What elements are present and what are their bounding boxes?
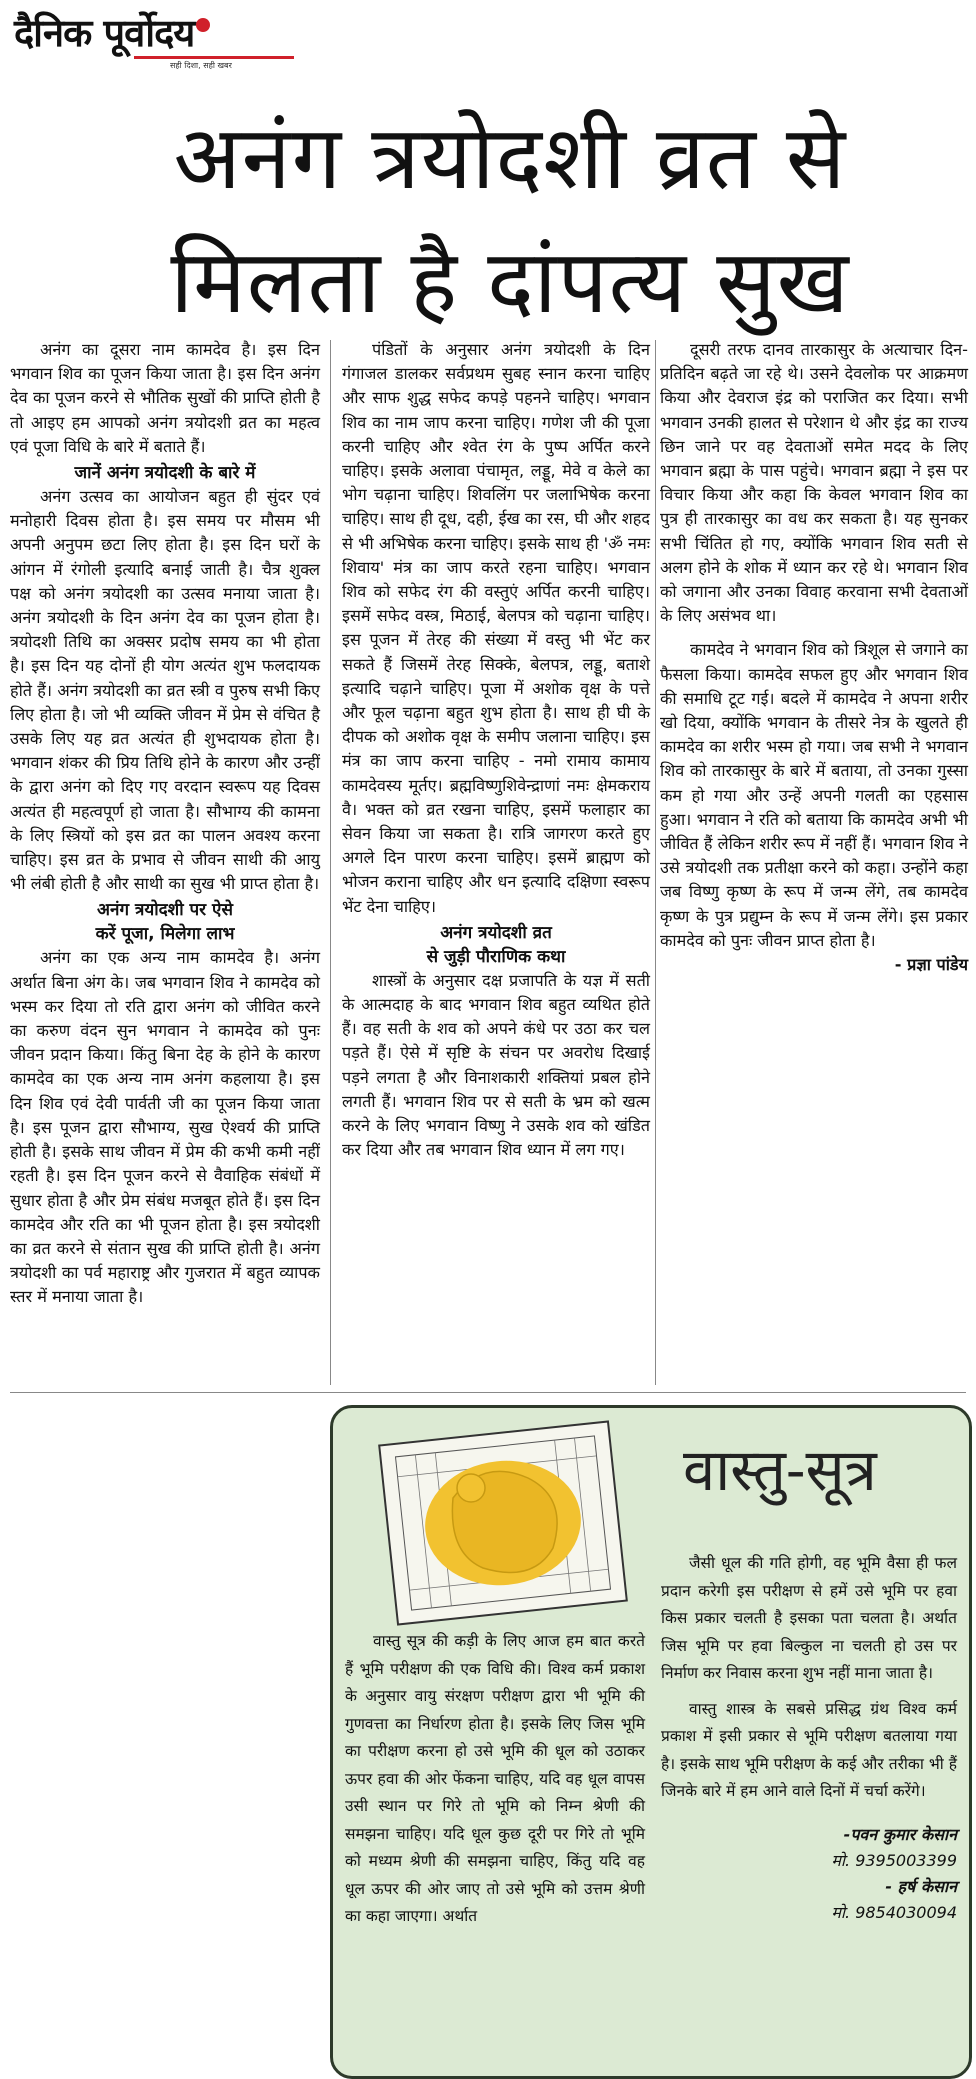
column-divider — [655, 340, 656, 1385]
vastu-left-column — [345, 1628, 645, 1931]
vastu-phone-1: मो. 9395003399 — [831, 1850, 957, 1870]
subheading-katha-line-1: अनंग त्रयोदशी व्रत — [440, 922, 552, 943]
column-divider — [330, 340, 331, 1385]
vastu-author-1: -पवन कुमार केसान — [843, 1824, 957, 1844]
subheading-puja-line-1: अनंग त्रयोदशी पर ऐसे — [97, 900, 233, 921]
article-paragraph: पंडितों के अनुसार अनंग त्रयोदशी के दिन गंगाजल डालकर सर्वप्रथम सुबह स्नान करना चाहिए और साफ शुद्ध सफेद कपड़े पहनने चाहिए। भगवान शिव का नाम जाप करना चाहिए। गणेश जी की पूजा करनी चाहिए और श्वेत रंग के पुष्प अर्पित करने चाहिए। इसके अलावा पंचामृत, लड्डू, मेवे व केले का भोग चढ़ाना चाहिए। शिवलिंग पर जलाभिषेक करना चाहिए। साथ ही दूध, दही, ईख का रस, घी और शहद से भी अभिषेक करना चाहिए। इसके साथ ही 'ॐ नमः शिवाय' मंत्र का जाप करते रहना चाहिए। भगवान शिव को सफेद रंग की वस्तुएं अर्पित करनी चाहिए। इसमें सफेद वस्त्र, मिठाई, बेलपत्र को चढ़ाना चाहिए। इस पूजन में तेरह की संख्या में वस्तु भी भेंट कर सकते हैं जिसमें तेरह सिक्के, बेलपत्र, लड्डू, बताशे इत्यादि चढ़ाने चाहिए। पूजा में अशोक वृक्ष के पत्ते और फूल चढ़ाना बहुत शुभ होता है। साथ ही घी के दीपक को अशोक वृक्ष के समीप जलाना चाहिए। इस मंत्र का जाप करना चाहिए - नमो रामाय कामाय कामदेवस्य मूर्तए। ब्रह्मविष्णुशिवेन्द्राणां नमः क्षेमकराय वै। भक्त को व्रत रखना चाहिए, इसमें फलाहार का सेवन किया जा सकता है। रात्रि जागरण करते हुए अगले दिन पारण करना चाहिए। इसमें ब्राह्मण को भोजन कराना चाहिए और धन इत्यादि दक्षिणा स्वरूप भेंट देना चाहिए। — [342, 340, 650, 916]
headline — [60, 96, 960, 344]
headline-line-2: मिलता है दांपत्य सुख — [170, 230, 850, 333]
headline-line-1: अनंग त्रयोदशी व्रत से — [173, 106, 847, 209]
article-author: - प्रज्ञा पांडेय — [894, 955, 968, 975]
article-paragraph: शास्त्रों के अनुसार दक्ष प्रजापति के यज्ञ में सती के आत्मदाह के बाद भगवान शिव बहुत व्यथित होते हैं। वह सती के शव को अपने कंधे पर उठा कर चल पड़ते हैं। ऐसे में सृष्टि के संचन पर अवरोध दिखाई पड़ने लगता है और विनाशकारी शक्तियां प्रबल होने लगती हैं। भगवान शिव पर से सती के भ्रम को खत्म करने के लिए भगवान विष्णु ने उसके शव को खंडित कर दिया और तब भगवान शिव ध्यान में लग गए। — [342, 970, 650, 1160]
masthead-tagline: सही दिशा, सही खबर — [170, 61, 232, 70]
vastu-phone-2: मो. 9854030094 — [831, 1902, 957, 1922]
vastu-sutra-box — [330, 1405, 972, 2079]
subheading-katha-line-2: से जुड़ी पौराणिक कथा — [426, 946, 566, 967]
article-paragraph: दूसरी तरफ दानव तारकासुर के अत्याचार दिन-प्रतिदिन बढ़ते जा रहे थे। उसने देवलोक पर आक्रमण किया और देवराज इंद्र को पराजित कर दिया। सभी भगवान उनकी हालत से परेशान थे और इंद्र का राज्य छिन जाने पर वह देवताओं समेत मदद के लिए भगवान ब्रह्मा के पास पहुंचे। भगवान ब्रह्मा ने इस पर विचार किया और कहा कि केवल भगवान शिव का पुत्र ही तारकासुर का वध कर सकता है। यह सुनकर सभी चिंतित हो गए, क्योंकि भगवान शिव सती से अलग होने के शोक में ध्यान कर रहे थे। भगवान शिव को जगाना और उनका विवाह करवाना सभी देवताओं के लिए असंभव था। — [660, 340, 968, 626]
vastu-paragraph: जैसी धूल की गति होगी, वह भूमि वैसा ही फल प्रदान करेगी इस परीक्षण से हमें उसे भूमि पर हवा किस प्रकार चलती है इसका पता चलता है। अर्थात जिस भूमि पर हवा बिल्कुल ना चलती हो उस पर निर्माण कर निवास करना शुभ नहीं माना जाता है। — [661, 1554, 957, 1682]
subheading-about: जानें अनंग त्रयोदशी के बारे में — [74, 463, 256, 484]
article-column-3 — [660, 338, 968, 977]
article-paragraph: अनंग का एक अन्य नाम कामदेव है। अनंग अर्थात बिना अंग के। जब भगवान शिव ने कामदेव को भस्म कर दिया तो रति द्वारा अनंग को जीवित करने का करुण वंदन सुन भगवान ने कामदेव को पुनः जीवन प्रदान किया। किंतु बिना देह के होने के कारण कामदेव का एक अन्य नाम अनंग कहलाया है। इस दिन शिव एवं देवी पार्वती जी का पूजन किया जाता है। इस पूजन द्वारा सौभाग्य, सुख ऐश्वर्य की प्राप्ति होती है। इसके साथ जीवन में प्रेम की कभी कमी नहीं रहती है। इस दिन पूजन करने से वैवाहिक संबंधों में सुधार होता है और प्रेम संबंध मजबूत होते हैं। इस दिन कामदेव और रति का भी पूजन होता है। इस त्रयोदशी का व्रत करने से संतान सुख की प्राप्ति होती है। अनंग त्रयोदशी का पर्व महाराष्ट्र और गुजरात में बहुत व्यापक स्तर में मनाया जाता है। — [10, 948, 320, 1307]
vastu-paragraph: वास्तु शास्त्र के सबसे प्रसिद्ध ग्रंथ विश्व कर्म प्रकाश में इसी प्रकार से भूमि परीक्षण बतलाया गया है। इसके साथ भूमि परीक्षण के कई और तरीका भी हैं जिनके बारे में हम आने वाले दिनों में चर्चा करेंगे। — [661, 1699, 957, 1800]
vastu-paragraph: वास्तु सूत्र की कड़ी के लिए आज हम बात करते हैं भूमि परीक्षण की एक विधि की। विश्व कर्म प्रकाश के अनुसार वायु संरक्षण परीक्षण द्वारा भी भूमि की गुणवत्ता का निर्धारण होता है। इसके लिए जिस भूमि का परीक्षण करना हो उसे भूमि की धूल को उठाकर ऊपर हवा की ओर फेंकना चाहिए, यदि वह धूल वापस उसी स्थान पर गिरे तो भूमि को निम्न श्रेणी की समझना चाहिए। यदि धूल कुछ दूरी पर गिरे तो भूमि को मध्यम श्रेणी की समझना चाहिए, किंतु यदि वह धूल ऊपर की ओर जाए तो उसे भूमि को उत्तम श्रेणी का कहा जाएगा। अर्थात — [345, 1632, 645, 1925]
vastu-purush-illustration — [353, 1418, 653, 1633]
masthead-dot-icon — [196, 18, 210, 32]
vastu-title: वास्तु-सूत्र — [683, 1436, 877, 1504]
article-intro: अनंग का दूसरा नाम कामदेव है। इस दिन भगवान शिव का पूजन किया जाता है। इस दिन अनंग देव का पूजन करने से भौतिक सुखों की प्राप्ति होती है तो आइए हम आपको अनंग त्रयोदशी व्रत का महत्व एवं पूजा विधि के बारे में बताते हैं। — [10, 340, 320, 456]
section-divider — [10, 1392, 966, 1393]
subheading-puja-line-2: करें पूजा, मिलेगा लाभ — [95, 924, 235, 945]
vastu-author-2: - हर्ष केसान — [885, 1876, 957, 1896]
article-column-2 — [342, 338, 650, 1163]
masthead-name: दैनिक पूर्वोदय — [14, 10, 195, 55]
article-paragraph: अनंग उत्सव का आयोजन बहुत ही सुंदर एवं मनोहारी दिवस होता है। इस समय पर मौसम भी अपनी अनुपम छटा लिए होता है। इस दिन घरों के आंगन में रंगोली इत्यादि बनाई जाती है। चैत्र शुक्ल पक्ष को अनंग त्रयोदशी का उत्सव मनाया जाता है। अनंग त्रयोदशी के दिन अनंग देव का पूजन होता है। त्रयोदशी तिथि का अक्सर प्रदोष समय का भी होता है। इस दिन यह दोनों ही योग अत्यंत शुभ फलदायक होते हैं। अनंग त्रयोदशी का व्रत स्त्री व पुरुष सभी किए लिए होता है। जो भी व्यक्ति जीवन में प्रेम से वंचित है उसके लिए यह व्रत अत्यंत ही शुभदायक होता है। भगवान शंकर की प्रिय तिथि होने के कारण और उन्हीं के द्वारा अनंग को दिए गए वरदान स्वरूप यह दिवस अत्यंत ही महत्वपूर्ण हो जाता है। सौभाग्य की कामना के लिए स्त्रियों को इस व्रत का पालन अवश्य करना चाहिए। इस व्रत के प्रभाव से जीवन साथी की आयु भी लंबी होती है और साथी का सुख भी प्राप्त होता है। — [10, 487, 320, 894]
article-column-1 — [10, 338, 320, 1310]
vastu-right-column — [661, 1550, 957, 1926]
masthead-rule — [134, 56, 294, 59]
article-paragraph: कामदेव ने भगवान शिव को त्रिशूल से जगाने का फैसला किया। कामदेव सफल हुए और भगवान शिव की समाधि टूट गई। बदले में कामदेव ने अपना शरीर खो दिया, क्योंकि भगवान के तीसरे नेत्र के खुलते ही कामदेव का शरीर भस्म हो गया। जब सभी ने भगवान शिव को तारकासुर के बारे में बताया, तो उनका गुस्सा कम हो गया और उन्हें अपनी गलती का एहसास हुआ। भगवान ने रति को बताया कि कामदेव अभी भी जीवित हैं लेकिन शरीर रूप में नहीं हैं। भगवान शिव ने उसे त्रयोदशी तक प्रतीक्षा करने को कहा। उन्होंने कहा जब विष्णु कृष्ण के रूप में जन्म लेंगे, तब कामदेव कृष्ण के पुत्र प्रद्युम्न के रूप में जन्म लेंगे। इस प्रकार कामदेव को पुनः जीवन प्राप्त होता है। — [660, 640, 968, 950]
masthead — [14, 6, 314, 68]
